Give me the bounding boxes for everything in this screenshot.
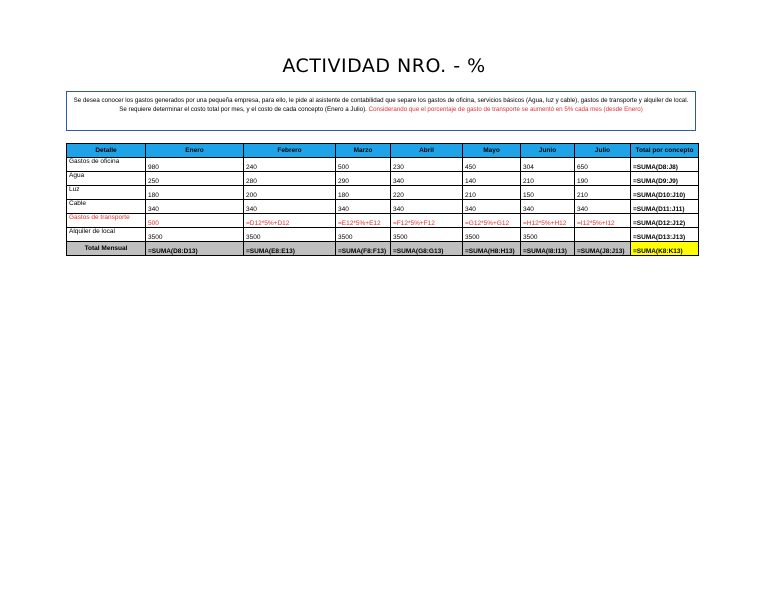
description-line-1: Se desea conocer los gastos generados por una pequeña empresa, para ello, le pide al asistente de contabilidad que separe los gastos de oficina, servicios básicos (Agua, luz y cable), gastos de transporte y alquiler de local. bbox=[73, 97, 689, 104]
row-total-cell[interactable]: =SUMA(D12:J12) bbox=[631, 214, 699, 228]
table-cell[interactable]: =H12*5%+H12 bbox=[521, 214, 575, 228]
table-cell[interactable]: 340 bbox=[244, 200, 336, 214]
table-cell[interactable]: =E12*5%+E12 bbox=[336, 214, 391, 228]
description-line-2 bbox=[71, 106, 691, 115]
table-cell[interactable]: =D12*5%+D12 bbox=[244, 214, 336, 228]
table-cell[interactable]: =F12*5%+F12 bbox=[391, 214, 463, 228]
table-cell[interactable]: 290 bbox=[336, 172, 391, 186]
table-cell[interactable]: 210 bbox=[521, 172, 575, 186]
table-cell[interactable]: 140 bbox=[463, 172, 521, 186]
table-cell[interactable]: 980 bbox=[146, 158, 244, 172]
header-enero[interactable]: Enero bbox=[146, 144, 244, 158]
page-title: ACTIVIDAD NRO. - % bbox=[282, 55, 486, 77]
table-cell[interactable]: 3500 bbox=[391, 228, 463, 242]
description-line-2-red: Considerando que el porcentaje de gasto de transporte se aumentó en 5% cada mes (desde Enero) bbox=[368, 105, 643, 113]
table-cell[interactable]: 340 bbox=[575, 200, 631, 214]
table-cell[interactable]: 220 bbox=[391, 186, 463, 200]
table-cell[interactable]: 450 bbox=[463, 158, 521, 172]
row-total-cell[interactable]: =SUMA(D8:J8) bbox=[631, 158, 699, 172]
row-total-cell[interactable]: =SUMA(D13:J13) bbox=[631, 228, 699, 242]
table-cell[interactable]: 230 bbox=[391, 158, 463, 172]
table-cell[interactable]: 3500 bbox=[336, 228, 391, 242]
row-label[interactable]: Alquiler de local bbox=[67, 228, 146, 242]
total-cell[interactable]: =SUMA(J8:J13) bbox=[575, 242, 631, 256]
table-cell[interactable]: 340 bbox=[391, 172, 463, 186]
header-detalle[interactable]: Detalle bbox=[67, 144, 146, 158]
row-label[interactable]: Gastos de transporte bbox=[67, 214, 146, 228]
header-mayo[interactable]: Mayo bbox=[463, 144, 521, 158]
table-cell[interactable]: 210 bbox=[575, 186, 631, 200]
header-febrero[interactable]: Febrero bbox=[244, 144, 336, 158]
header-abril[interactable]: Abril bbox=[391, 144, 463, 158]
table-cell[interactable]: 340 bbox=[336, 200, 391, 214]
total-cell[interactable]: =SUMA(I8:I13) bbox=[521, 242, 575, 256]
table-cell[interactable]: 190 bbox=[575, 172, 631, 186]
table-cell[interactable]: 240 bbox=[244, 158, 336, 172]
total-row bbox=[67, 242, 699, 256]
header-total-por-concepto[interactable]: Total por concepto bbox=[631, 144, 699, 158]
table-cell[interactable]: 180 bbox=[146, 186, 244, 200]
table-row bbox=[67, 200, 699, 214]
table-cell[interactable]: 3500 bbox=[521, 228, 575, 242]
table-cell[interactable]: 304 bbox=[521, 158, 575, 172]
header-marzo[interactable]: Marzo bbox=[336, 144, 391, 158]
table-row bbox=[67, 186, 699, 200]
table-cell[interactable]: 210 bbox=[463, 186, 521, 200]
total-cell[interactable]: =SUMA(H8:H13) bbox=[463, 242, 521, 256]
table-cell[interactable]: 340 bbox=[146, 200, 244, 214]
table-cell[interactable]: 3500 bbox=[146, 228, 244, 242]
description-line-2-text: Se requiere determinar el costo total por mes, y el costo de cada concepto (Enero a Julio). bbox=[119, 105, 367, 113]
table-cell[interactable]: 500 bbox=[336, 158, 391, 172]
header-julio[interactable]: Julio bbox=[575, 144, 631, 158]
table-cell[interactable]: 200 bbox=[244, 186, 336, 200]
row-label[interactable]: Cable bbox=[67, 200, 146, 214]
total-cell[interactable]: =SUMA(F8:F13) bbox=[336, 242, 391, 256]
table-cell[interactable]: 280 bbox=[244, 172, 336, 186]
description-box bbox=[66, 91, 696, 131]
table-cell[interactable] bbox=[575, 228, 631, 242]
row-label[interactable]: Gastos de oficina bbox=[67, 158, 146, 172]
total-label[interactable]: Total Mensual bbox=[67, 242, 146, 256]
table-cell[interactable]: 150 bbox=[521, 186, 575, 200]
total-cell[interactable]: =SUMA(G8:G13) bbox=[391, 242, 463, 256]
table-row bbox=[67, 214, 699, 228]
row-total-cell[interactable]: =SUMA(D9:J9) bbox=[631, 172, 699, 186]
table-row bbox=[67, 228, 699, 242]
grand-total-cell[interactable]: =SUMA(K8:K13) bbox=[631, 242, 699, 256]
row-total-cell[interactable]: =SUMA(D10:J10) bbox=[631, 186, 699, 200]
total-cell[interactable]: =SUMA(E8:E13) bbox=[244, 242, 336, 256]
row-label[interactable]: Luz bbox=[67, 186, 146, 200]
expenses-table bbox=[66, 143, 699, 256]
table-cell[interactable]: 180 bbox=[336, 186, 391, 200]
table-row bbox=[67, 158, 699, 172]
table-cell[interactable]: 250 bbox=[146, 172, 244, 186]
table-cell[interactable]: =G12*5%+G12 bbox=[463, 214, 521, 228]
table-row bbox=[67, 172, 699, 186]
table-cell[interactable]: =I12*5%+I12 bbox=[575, 214, 631, 228]
table-cell[interactable]: 340 bbox=[391, 200, 463, 214]
header-junio[interactable]: Junio bbox=[521, 144, 575, 158]
table-cell[interactable]: 340 bbox=[521, 200, 575, 214]
row-total-cell[interactable]: =SUMA(D11:J11) bbox=[631, 200, 699, 214]
row-label[interactable]: Agua bbox=[67, 172, 146, 186]
table-cell[interactable]: 3500 bbox=[463, 228, 521, 242]
table-cell[interactable]: 500 bbox=[146, 214, 244, 228]
table-cell[interactable]: 3500 bbox=[244, 228, 336, 242]
total-cell[interactable]: =SUMA(D8:D13) bbox=[146, 242, 244, 256]
table-cell[interactable]: 650 bbox=[575, 158, 631, 172]
table-cell[interactable]: 340 bbox=[463, 200, 521, 214]
header-row bbox=[67, 144, 699, 158]
